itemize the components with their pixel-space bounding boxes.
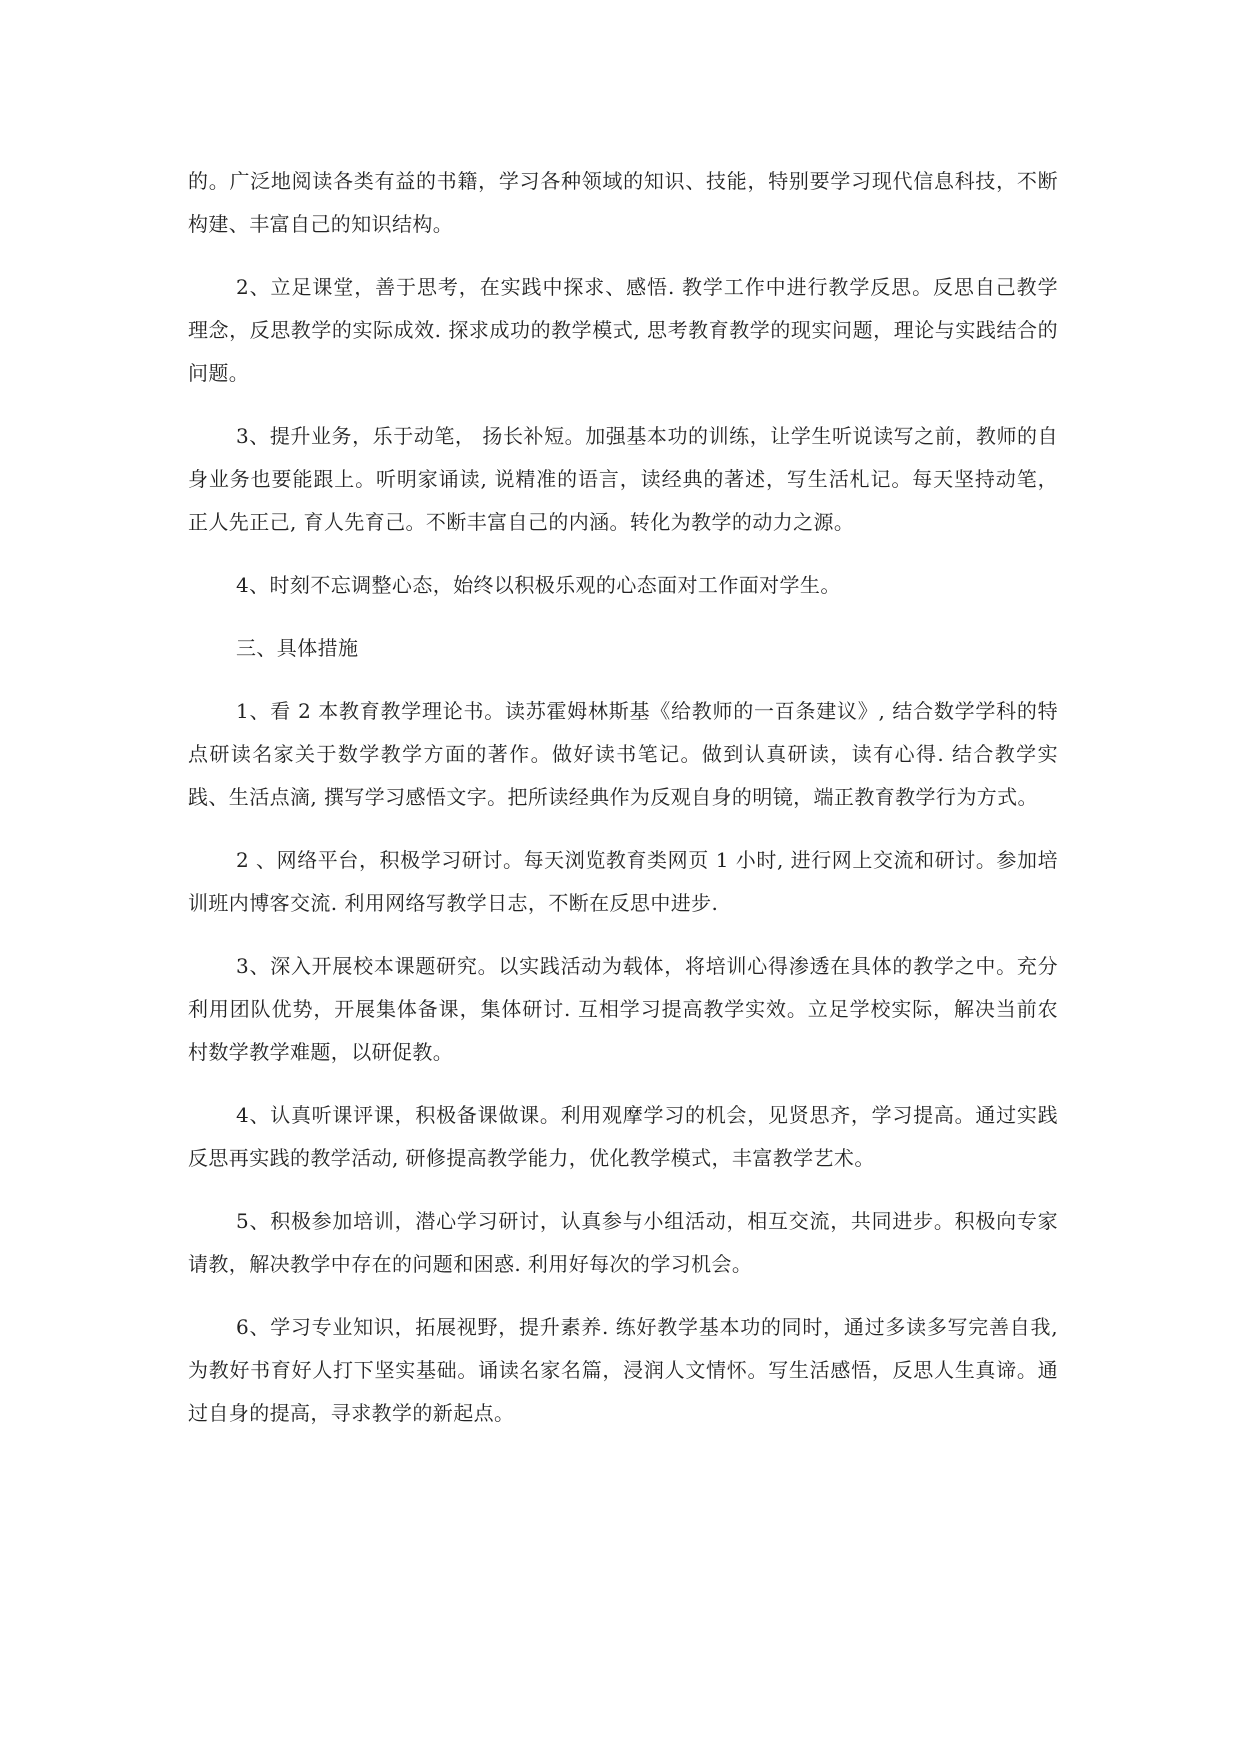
paragraph-point-3: 3、提升业务，乐于动笔， 扬长补短。加强基本功的训练，让学生听说读写之前，教师的自身业务也要能跟上。听明家诵读, 说精准的语言，读经典的著述，写生活札记。每天坚持动笔，正人先正己, 育人先育己。不断丰富自己的内涵。转化为教学的动力之源。	[188, 424, 1058, 534]
paragraph-measure-5: 5、积极参加培训，潜心学习研讨，认真参与小组活动，相互交流，共同进步。积极向专家请教，解决教学中存在的问题和困惑. 利用好每次的学习机会。	[188, 1209, 1058, 1276]
paragraph-measure-4: 4、认真听课评课，积极备课做课。利用观摩学习的机会，见贤思齐，学习提高。通过实践反思再实践的教学活动, 研修提高教学能力，优化教学模式，丰富教学艺术。	[188, 1103, 1058, 1170]
paragraph-measure-2: 2 、网络平台，积极学习研讨。每天浏览教育类网页 1 小时, 进行网上交流和研讨。参加培训班内博客交流. 利用网络写教学日志，不断在反思中进步.	[188, 848, 1058, 915]
paragraph-point-2: 2、立足课堂，善于思考，在实践中探求、感悟. 教学工作中进行教学反思。反思自己教学理念，反思教学的实际成效. 探求成功的教学模式, 思考教育教学的现实问题，理论与实践结合的问题。	[188, 275, 1058, 385]
section-heading-measures: 三、具体措施	[236, 636, 359, 660]
paragraph-point-4: 4、时刻不忘调整心态，始终以积极乐观的心态面对工作面对学生。	[236, 573, 841, 597]
paragraph-continued: 的。广泛地阅读各类有益的书籍，学习各种领域的知识、技能，特别要学习现代信息科技，不断构建、丰富自己的知识结构。	[188, 169, 1058, 236]
document-page	[188, 160, 1058, 1455]
paragraph-measure-3: 3、深入开展校本课题研究。以实践活动为载体，将培训心得渗透在具体的教学之中。充分利用团队优势，开展集体备课，集体研讨. 互相学习提高教学实效。立足学校实际，解决当前农村数学教学难题，以研促教。	[188, 954, 1058, 1064]
paragraph-measure-6: 6、学习专业知识，拓展视野，提升素养. 练好教学基本功的同时，通过多读多写完善自我, 为教好书育好人打下坚实基础。诵读名家名篇，浸润人文情怀。写生活感悟，反思人生真谛。通过自身的提高，寻求教学的新起点。	[188, 1315, 1058, 1425]
paragraph-measure-1: 1、看 2 本教育教学理论书。读苏霍姆林斯基《给教师的一百条建议》, 结合数学学科的特点研读名家关于数学教学方面的著作。做好读书笔记。做到认真研读，读有心得. 结合教学实践、生活点滴, 撰写学习感悟文字。把所读经典作为反观自身的明镜，端正教育教学行为方式。	[188, 699, 1058, 809]
